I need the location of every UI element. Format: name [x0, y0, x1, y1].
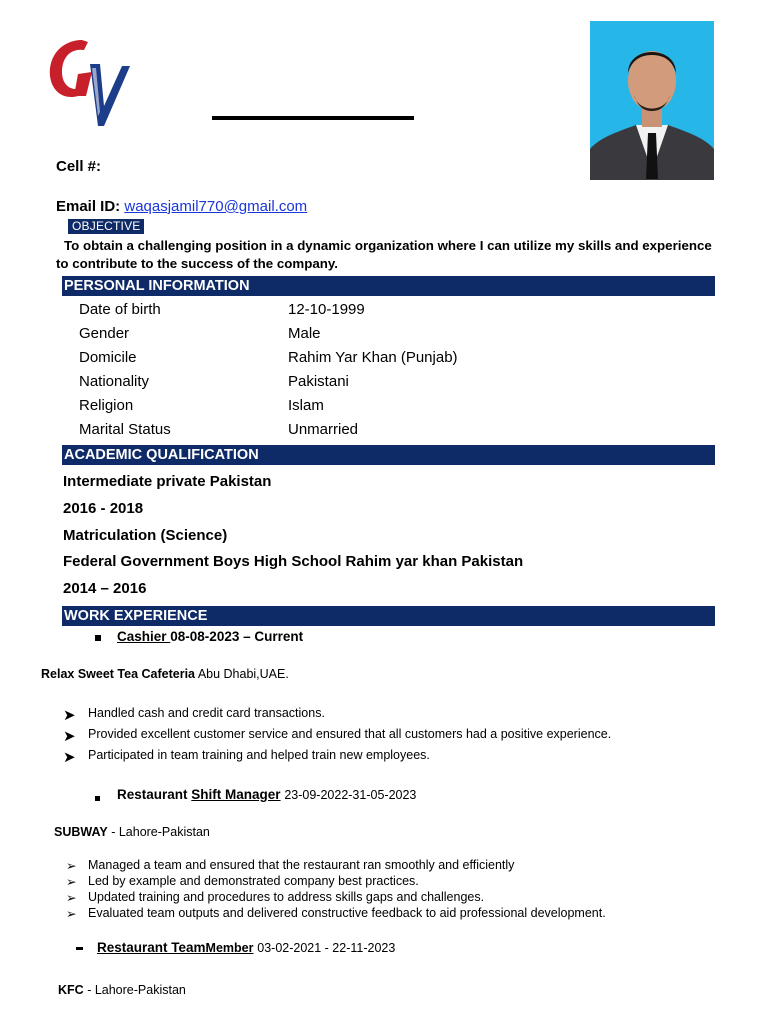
arrow-bullet-icon: ➢ — [66, 907, 77, 921]
duty-item — [66, 906, 606, 921]
personal-value: Rahim Yar Khan (Punjab) — [288, 349, 458, 366]
academic-line: 2016 - 2018 — [63, 500, 144, 517]
job-dates: 23-09-2022-31-05-2023 — [284, 788, 417, 802]
duty-item — [63, 727, 612, 745]
square-bullet-icon — [95, 628, 101, 646]
email-label: Email ID: — [56, 198, 121, 215]
duty-text: Managed a team and ensured that the restaurant ran smoothly and efficiently — [88, 858, 515, 872]
arrow-bullet-icon: ➢ — [66, 891, 77, 905]
email-link[interactable]: waqasjamil770@gmail.com — [124, 198, 308, 215]
job-title-row — [97, 940, 395, 955]
dash-bullet-icon — [76, 947, 83, 950]
personal-key: Religion — [79, 397, 134, 414]
duty-text: Provided excellent customer service and ensured that all customers had a positive experience. — [88, 727, 612, 741]
arrow-bullet-icon: ➢ — [66, 859, 77, 873]
personal-value: Pakistani — [288, 373, 349, 390]
academic-line: Federal Government Boys High School Rahim yar khan Pakistan — [63, 553, 524, 570]
personal-row — [79, 299, 539, 323]
job-dates: 08-08-2023 – Current — [170, 629, 304, 644]
personal-value: Islam — [288, 397, 324, 414]
arrow-bullet-icon: ➤ — [63, 707, 76, 724]
name-underline — [212, 116, 414, 120]
profile-photo — [590, 21, 714, 180]
job-title-row — [117, 629, 303, 644]
job-title-part: Restaurant Team — [97, 940, 206, 955]
personal-value: Male — [288, 325, 321, 342]
cell-label: Cell #: — [56, 158, 102, 175]
personal-key: Nationality — [79, 373, 150, 390]
employer-location: - Lahore-Pakistan — [111, 825, 210, 839]
employer-name: SUBWAY — [54, 825, 108, 839]
duty-text: Handled cash and credit card transactions. — [88, 706, 325, 720]
personal-info-heading: PERSONAL INFORMATION — [62, 276, 715, 296]
objective-tag: OBJECTIVE — [68, 219, 144, 234]
duty-item — [66, 890, 485, 905]
employer-row — [54, 825, 210, 839]
employer-name: Relax Sweet Tea Cafeteria — [41, 667, 196, 681]
employer-location: - Lahore-Pakistan — [87, 983, 186, 997]
personal-row — [79, 395, 539, 419]
duty-text: Evaluated team outputs and delivered constructive feedback to aid professional development. — [88, 906, 606, 920]
personal-row — [79, 323, 539, 347]
personal-value: Unmarried — [288, 421, 359, 438]
personal-key: Date of birth — [79, 301, 161, 318]
personal-value: 12-10-1999 — [288, 301, 365, 318]
job-title-part: Shift Manager — [191, 787, 281, 802]
job-dates: 03-02-2021 - 22-11-2023 — [257, 941, 396, 955]
employer-name: KFC — [58, 983, 84, 997]
duty-item — [63, 748, 430, 766]
email-row — [56, 198, 307, 215]
duty-item — [66, 858, 515, 873]
work-heading: WORK EXPERIENCE — [62, 606, 715, 626]
duty-text: Led by example and demonstrated company best practices. — [88, 874, 419, 888]
objective-text: To obtain a challenging position in a dynamic organization where I can utilize my skills and experience to contribute to the success of the company. — [56, 238, 712, 271]
job-title-part: Restaurant — [117, 787, 188, 802]
personal-row — [79, 371, 539, 395]
personal-key: Gender — [79, 325, 130, 342]
duty-text: Updated training and procedures to address skills gaps and challenges. — [88, 890, 485, 904]
personal-row — [79, 347, 539, 371]
personal-row — [79, 419, 539, 443]
job-title-row — [117, 787, 416, 802]
personal-key: Marital Status — [79, 421, 171, 438]
academic-heading: ACADEMIC QUALIFICATION — [62, 445, 715, 465]
job-title-part: Member — [205, 941, 254, 955]
arrow-bullet-icon: ➤ — [63, 749, 76, 766]
duty-text: Participated in team training and helped train new employees. — [88, 748, 430, 762]
job-title: Cashier — [117, 629, 171, 644]
personal-key: Domicile — [79, 349, 137, 366]
cv-logo — [42, 34, 134, 132]
employer-row — [41, 667, 289, 681]
duty-item — [63, 706, 325, 724]
academic-line: 2014 – 2016 — [63, 580, 147, 597]
duty-item — [66, 874, 419, 889]
arrow-bullet-icon: ➢ — [66, 875, 77, 889]
square-bullet-icon — [95, 788, 100, 806]
academic-line: Matriculation (Science) — [63, 527, 228, 544]
academic-line: Intermediate private Pakistan — [63, 473, 272, 490]
arrow-bullet-icon: ➤ — [63, 728, 76, 745]
employer-row — [58, 983, 186, 997]
employer-location: Abu Dhabi,UAE. — [197, 667, 289, 681]
